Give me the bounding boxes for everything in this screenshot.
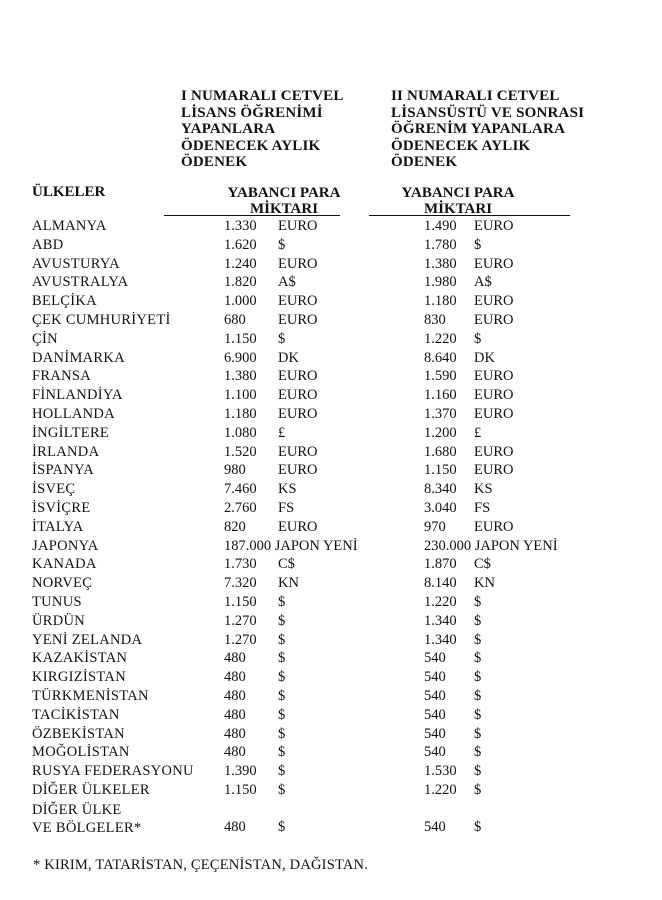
currency-2: EURO [474,368,514,385]
amount-1: 480 [224,818,246,835]
currency-1: EURO [278,311,318,328]
amount-1: 187.000 JAPON YENİ [224,537,358,554]
currency-2: KS [474,481,493,498]
table-row [0,237,662,256]
currency-2: EURO [474,387,514,404]
cetvel-2-title: II NUMARALI CETVEL LİSANSÜSTÜ VE SONRASI ÖĞRENİM YAPANLARA ÖDENECEK AYLIK ÖDENEK [391,88,585,170]
table-row [0,707,662,726]
amount-2: 1.980 [424,274,457,291]
country-name: KAZAKİSTAN [32,650,128,667]
country-name: ÇİN [32,330,58,347]
currency-1: KN [278,575,299,592]
amount-2: 1.340 [424,612,457,629]
currency-2: DK [474,349,495,366]
country-name: ALMANYA [32,218,107,234]
amount-2: 1.490 [424,218,457,234]
table-row [0,350,662,369]
currency-1: EURO [278,293,318,310]
amount-1: 1.820 [224,274,257,291]
amount-2: 8.640 [424,349,457,366]
country-name: KANADA [32,556,97,573]
currency-1: KS [278,481,297,498]
amount-2: 1.780 [424,236,457,253]
country-name: DANİMARKA [32,349,125,366]
currency-2: $ [474,631,482,648]
currency-2: $ [474,330,482,347]
currency-1: $ [278,669,286,686]
column-header-countries: ÜLKELER [32,184,106,200]
currency-1: C$ [278,556,295,573]
amount-1: 1.620 [224,236,257,253]
currency-1: $ [278,593,286,610]
table-row [0,500,662,519]
country-name: TÜRKMENİSTAN [32,687,149,704]
table-row [0,444,662,463]
table-row [0,650,662,669]
table-row [0,274,662,293]
table-row [0,726,662,745]
amount-2: 540 [424,744,446,761]
amount-1: 480 [224,744,246,761]
amount-2: 230.000 JAPON YENİ [424,537,558,554]
amount-2: 1.200 [424,424,457,441]
currency-1: $ [278,763,286,780]
currency-1: $ [278,725,286,742]
amount-1: 980 [224,462,246,479]
currency-2: C$ [474,556,491,573]
currency-2: FS [474,499,491,516]
amount-1: 1.000 [224,293,257,310]
amount-2: 1.220 [424,593,457,610]
amount-1: 820 [224,518,246,535]
currency-1: $ [278,330,286,347]
column-header-amount-2: YABANCI PARA MİKTARI [401,185,515,217]
country-name: FRANSA [32,368,92,385]
country-name: RUSYA FEDERASYONU [32,763,194,780]
country-name: FİNLANDİYA [32,387,123,404]
amount-1: 1.150 [224,781,257,798]
currency-1: $ [278,631,286,648]
country-name: İSVEÇ [32,481,76,498]
country-name: İNGİLTERE [32,424,110,441]
table-row [0,669,662,688]
table-row [0,387,662,406]
table-row [0,594,662,613]
country-name: İSPANYA [32,462,95,479]
amount-1: 1.150 [224,330,257,347]
amount-2: 1.370 [424,405,457,422]
amount-1: 1.380 [224,368,257,385]
amount-2: 1.340 [424,631,457,648]
table-row [0,688,662,707]
amount-1: 1.330 [224,218,257,234]
amount-1: 1.100 [224,387,257,404]
amount-1: 480 [224,669,246,686]
amount-1: 1.270 [224,612,257,629]
column-header-amount-1: YABANCI PARA MİKTARI [227,185,341,217]
table-row [0,575,662,594]
currency-1: $ [278,706,286,723]
amount-2: 8.140 [424,575,457,592]
amount-1: 6.900 [224,349,257,366]
country-name: KIRGIZİSTAN [32,669,126,686]
table-row [0,556,662,575]
table-row [0,368,662,387]
country-name: AVUSTURYA [32,255,120,272]
table-row [0,256,662,275]
country-name: MOĞOLİSTAN [32,744,130,761]
currency-1: $ [278,781,286,798]
currency-1: EURO [278,405,318,422]
table-row [0,801,662,838]
amount-1: 480 [224,706,246,723]
currency-2: £ [474,424,482,441]
amount-2: 540 [424,687,446,704]
table-row [0,218,662,237]
country-name: NORVEÇ [32,575,93,592]
cetvel-1-title: I NUMARALI CETVEL LİSANS ÖĞRENİMİ YAPANLARA ÖDENECEK AYLIK ÖDENEK [181,88,344,170]
amount-2: 1.590 [424,368,457,385]
table-row [0,519,662,538]
currency-1: EURO [278,443,318,460]
amount-1: 680 [224,311,246,328]
country-name: İTALYA [32,518,84,535]
currency-2: $ [474,612,482,629]
country-name: TUNUS [32,593,82,610]
country-name: DİĞER ÜLKE VE BÖLGELER* [32,801,142,836]
amount-2: 540 [424,669,446,686]
amount-2: 1.150 [424,462,457,479]
amount-1: 480 [224,650,246,667]
currency-1: EURO [278,387,318,404]
header-underline-2 [369,215,570,216]
country-name: İSVİÇRE [32,499,91,516]
amount-2: 970 [424,518,446,535]
currency-2: $ [474,725,482,742]
amount-1: 1.150 [224,593,257,610]
country-name: AVUSTRALYA [32,274,129,291]
amount-2: 1.180 [424,293,457,310]
country-name: ÜRDÜN [32,612,86,629]
amount-2: 1.870 [424,556,457,573]
amount-2: 540 [424,725,446,742]
amount-1: 2.760 [224,499,257,516]
country-name: YENİ ZELANDA [32,631,143,648]
currency-2: $ [474,706,482,723]
currency-2: A$ [474,274,492,291]
amount-1: 7.460 [224,481,257,498]
country-name: ÖZBEKİSTAN [32,725,125,742]
table-row [0,782,662,801]
currency-2: $ [474,650,482,667]
country-name: ABD [32,236,64,253]
amount-1: 1.080 [224,424,257,441]
table-row [0,481,662,500]
allowance-table [0,218,662,838]
header-underline-1 [164,215,340,216]
table-row [0,744,662,763]
amount-2: 830 [424,311,446,328]
amount-2: 1.220 [424,330,457,347]
amount-1: 1.390 [224,763,257,780]
amount-1: 7.320 [224,575,257,592]
table-row [0,763,662,782]
amount-1: 1.520 [224,443,257,460]
currency-1: EURO [278,255,318,272]
amount-2: 1.160 [424,387,457,404]
country-name: JAPONYA [32,537,99,554]
amount-2: 1.530 [424,763,457,780]
currency-2: $ [474,669,482,686]
currency-2: EURO [474,255,514,272]
currency-2: KN [474,575,495,592]
currency-2: $ [474,818,482,835]
currency-1: EURO [278,518,318,535]
table-row [0,425,662,444]
amount-1: 1.730 [224,556,257,573]
currency-2: EURO [474,218,514,234]
currency-1: £ [278,424,286,441]
currency-1: A$ [278,274,296,291]
amount-2: 540 [424,818,446,835]
table-row [0,538,662,557]
currency-2: EURO [474,405,514,422]
table-row [0,293,662,312]
amount-1: 480 [224,725,246,742]
currency-1: EURO [278,368,318,385]
amount-2: 540 [424,650,446,667]
currency-2: $ [474,763,482,780]
amount-1: 1.270 [224,631,257,648]
currency-2: $ [474,781,482,798]
currency-2: $ [474,593,482,610]
currency-2: EURO [474,293,514,310]
table-row [0,462,662,481]
amount-1: 480 [224,687,246,704]
country-name: ÇEK CUMHURİYETİ [32,311,171,328]
currency-1: $ [278,687,286,704]
country-name: DİĞER ÜLKELER [32,781,150,798]
currency-2: $ [474,687,482,704]
currency-1: $ [278,236,286,253]
amount-1: 1.240 [224,255,257,272]
currency-2: EURO [474,443,514,460]
table-row [0,406,662,425]
amount-2: 1.380 [424,255,457,272]
currency-2: $ [474,744,482,761]
country-name: TACİKİSTAN [32,706,120,723]
currency-1: $ [278,612,286,629]
country-name: HOLLANDA [32,405,115,422]
currency-1: EURO [278,462,318,479]
footnote: * KIRIM, TATARİSTAN, ÇEÇENİSTAN, DAĞISTAN. [33,857,369,873]
amount-2: 1.220 [424,781,457,798]
currency-2: $ [474,236,482,253]
table-row [0,312,662,331]
currency-1: EURO [278,218,318,234]
currency-2: EURO [474,462,514,479]
country-name: BELÇİKA [32,293,97,310]
table-row [0,632,662,651]
currency-2: EURO [474,311,514,328]
table-row [0,613,662,632]
currency-1: $ [278,650,286,667]
currency-1: DK [278,349,299,366]
currency-2: EURO [474,518,514,535]
amount-2: 3.040 [424,499,457,516]
amount-2: 1.680 [424,443,457,460]
amount-2: 540 [424,706,446,723]
table-row [0,331,662,350]
country-name: İRLANDA [32,443,100,460]
currency-1: FS [278,499,295,516]
currency-1: $ [278,818,286,835]
currency-1: $ [278,744,286,761]
amount-2: 8.340 [424,481,457,498]
amount-1: 1.180 [224,405,257,422]
